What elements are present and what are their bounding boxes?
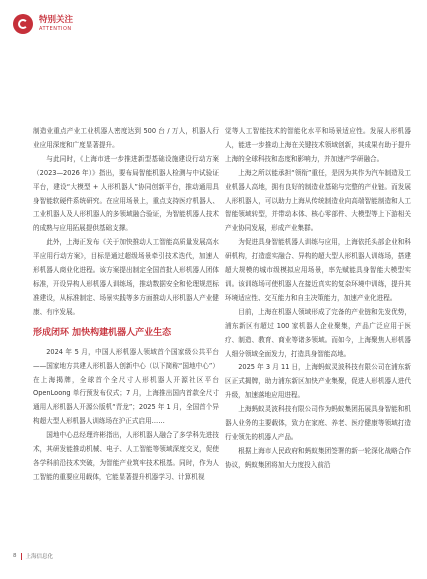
paragraph: 国地中心总经理许彬指出，人形机器人融合了多学科先进技术，其研发能推动机械、电子、人工智能等领域深度交叉，促使各学科前沿技术突破，为智能产业筑牢技术根基。同时，作为人工智能的重要应用载体，它能显著提升机器学习、计算机视 xyxy=(33,431,219,481)
paragraph: 觉等人工智能技术的智能化水平和场景适应性。发展人形机器人，能进一步推动上海在关键技术领域创新，其成果有助于提升上海的全球科技和态度和影响力，并加速产学研融合。 xyxy=(225,127,411,163)
section-label xyxy=(39,16,73,32)
paragraph: 目前，上海在机器人领域形成了完备的产业链和先发优势，浦东新区有超过 100 家机器人企业聚集，产品广泛应用于医疗、制造、教育、商业等诸多领域。而如今，上海聚焦人形机器人细分领域全面发力，打造具身智能高地。 xyxy=(225,307,411,358)
left-column xyxy=(33,125,219,485)
page-header xyxy=(13,12,73,36)
magazine-logo-icon xyxy=(13,14,33,34)
paragraph: 上海蚂蚁灵波科技有限公司作为蚂蚁集团拓展具身智能和机器人业务的主要载体，致力在家庭、养老、医疗健康等领域打造行业领先的机器人产品。 xyxy=(225,405,411,441)
header-image-area xyxy=(0,40,427,117)
footer-divider xyxy=(21,553,22,560)
right-column xyxy=(225,125,411,473)
paragraph: 根据上海市人民政府和蚂蚁集团签署的新一轮深化战略合作协议，蚂蚁集团将加大力度投入前沿 xyxy=(225,446,411,469)
section-subtitle: ATTENTION xyxy=(39,25,72,32)
paragraph: 上海之所以能承担“领衔”重任，是因为其作为汽车制造及工业机器人高地，拥有良好的制造业基础与完整的产业链。而发展人形机器人，可以助力上海从传统制造业向高端智能制造和人工智能领域转型，并带动本体、核心零部件、大模型等上下游相关产业协同发展，形成产业集群。 xyxy=(225,168,411,233)
paragraph: 2025 年 3 月 11 日，上海蚂蚁灵波科技有限公司在浦东新区正式揭牌，助力浦东新区加快产业集聚，促进人形机器人进代升级，加速落地应用进程。 xyxy=(225,363,411,400)
paragraph: 此外，上海正发布《关于加快推动人工智能高质量发展高水平应用行动方案》，目标是通过超级场景牵引技术迭代，加速人形机器人商业化进程。该方案提出制定全国首批人形机器人团体标准，开设异构人形机器人训练场，推动数据安全和伦理规范标准建设，从标准制定、场景实践等多方面推动人形机器人产业健康、有序发展。 xyxy=(33,238,219,316)
paragraph: 2024 年 5 月，中国人形机器人领域首个国家级公共平台——国家地方共建人形机器人创新中心（以下简称“国地中心”）在上海揭牌，全球首个全尺寸人形机器人开源社区平台 OpenLoong 单行预发布仪式；7 月，上海推出国内首款全尺寸通用人形机器人开源公版机“青龙”；2025 年 1 月，全国首个异构超大型人形机器人训练场在沪正式启用…… xyxy=(33,347,219,426)
section-title: 特别关注 xyxy=(39,15,74,26)
paragraph: 与此同时，《上海市进一步推进新型基础设施建设行动方案（2023—2026 年）》指出，要布局智能机器人检测与中试验证平台，建设“大模型 + 人形机器人”协同创新平台，推动通用具身智能软硬件系统研究。在应用场景上，重点支持医疗机器人、工业机器人及人形机器人的多领域融合验证，为智能机器人技术的成熟与应用拓展提供基础支撑。 xyxy=(33,154,219,233)
paragraph: 为促进具身智能机器人训练与应用，上海依托头部企业和科研机构，打造虚实融合、异构的超大型人形机器人训练场，搭建超大规模的城市级模拟应用场景，率先赋能具身智能大模型实训。该训练场可使机器人在接近真实的复杂环境中训练，提升其环境适应性、交互能力和自主决策能力，加速产业化进程。 xyxy=(225,238,411,302)
page-footer xyxy=(13,552,53,560)
section-heading: 形成闭环 加快构建机器人产业生态 xyxy=(33,327,172,338)
paragraph: 制造业重点产业工业机器人密度达到 500 台 / 万人，机器人行业应用深度和广度显著提升。 xyxy=(33,127,219,149)
publication-name: 上海信息化 xyxy=(25,554,54,560)
page-number: 8 xyxy=(13,553,17,559)
